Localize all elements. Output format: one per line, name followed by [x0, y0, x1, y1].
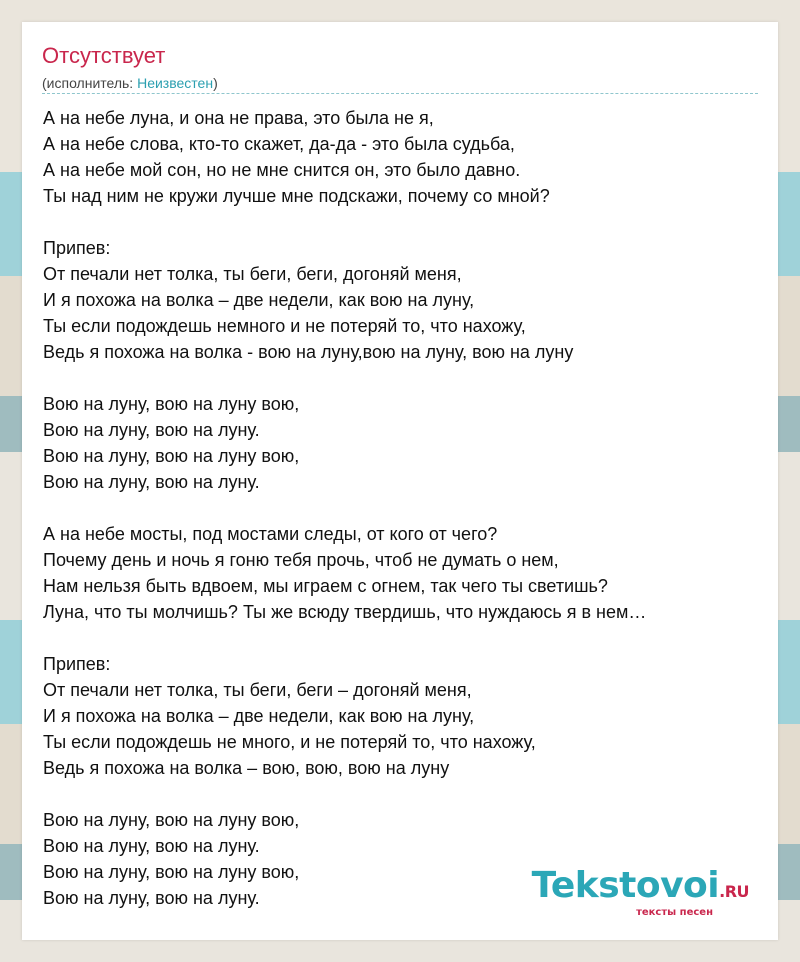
- lyric-line: Припев:: [43, 654, 111, 674]
- lyric-blank-line: [43, 495, 763, 521]
- lyric-blank-line: [43, 365, 763, 391]
- lyric-line: От печали нет толка, ты беги, беги – догоняй меня,: [43, 680, 472, 700]
- lyric-line: Вою на луну, вою на луну вою,: [43, 862, 300, 882]
- lyric-line: Ты если подождешь немного и не потеряй то, что нахожу,: [43, 316, 526, 336]
- artist-line: [42, 74, 218, 92]
- site-logo[interactable]: [531, 865, 749, 918]
- lyric-line: Луна, что ты молчишь? Ты же всюду твердишь, что нуждаюсь я в нем…: [43, 602, 647, 622]
- lyric-line: Припев:: [43, 238, 111, 258]
- lyric-line: Вою на луну, вою на луну вою,: [43, 446, 300, 466]
- lyric-line: От печали нет толка, ты беги, беги, догоняй меня,: [43, 264, 462, 284]
- lyrics-card: [22, 22, 778, 940]
- lyric-line: Ведь я похожа на волка – вою, вою, вою на луну: [43, 758, 450, 778]
- lyric-line: Вою на луну, вою на луну вою,: [43, 810, 300, 830]
- lyric-line: И я похожа на волка – две недели, как вою на луну,: [43, 706, 475, 726]
- lyric-blank-line: [43, 625, 763, 651]
- lyric-line: Почему день и ночь я гоню тебя прочь, чтоб не думать о нем,: [43, 550, 559, 570]
- lyric-line: Ты над ним не кружи лучше мне подскажи, почему со мной?: [43, 186, 550, 206]
- lyric-line: И я похожа на волка – две недели, как вою на луну,: [43, 290, 475, 310]
- lyric-line: Нам нельзя быть вдвоем, мы играем с огнем, так чего ты светишь?: [43, 576, 608, 596]
- lyric-line: Вою на луну, вою на луну.: [43, 420, 260, 440]
- artist-suffix: ): [213, 75, 218, 91]
- lyric-blank-line: [43, 209, 763, 235]
- logo-tagline: тексты песен: [636, 907, 713, 918]
- lyric-line: Ты если подождешь не много, и не потеряй то, что нахожу,: [43, 732, 536, 752]
- song-title: Отсутствует: [42, 43, 166, 68]
- lyric-line: Вою на луну, вою на луну вою,: [43, 394, 300, 414]
- lyrics-text: [43, 105, 763, 911]
- lyric-blank-line: [43, 781, 763, 807]
- lyric-line: А на небе мой сон, но не мне снится он, это было давно.: [43, 160, 521, 180]
- lyric-line: Вою на луну, вою на луну.: [43, 888, 260, 908]
- title-divider: [42, 93, 758, 94]
- logo-tld: .RU: [719, 882, 749, 901]
- artist-prefix: (исполнитель:: [42, 75, 138, 91]
- lyric-line: А на небе луна, и она не права, это была не я,: [43, 108, 434, 128]
- lyric-line: Вою на луну, вою на луну.: [43, 472, 260, 492]
- lyric-line: Ведь я похожа на волка - вою на луну,вою на луну, вою на луну: [43, 342, 574, 362]
- lyric-line: А на небе слова, кто-то скажет, да-да - это была судьба,: [43, 134, 515, 154]
- artist-link[interactable]: Неизвестен: [137, 75, 214, 91]
- lyric-line: Вою на луну, вою на луну.: [43, 836, 260, 856]
- lyric-line: А на небе мосты, под мостами следы, от кого от чего?: [43, 524, 498, 544]
- logo-name: Tekstovoi: [531, 865, 720, 906]
